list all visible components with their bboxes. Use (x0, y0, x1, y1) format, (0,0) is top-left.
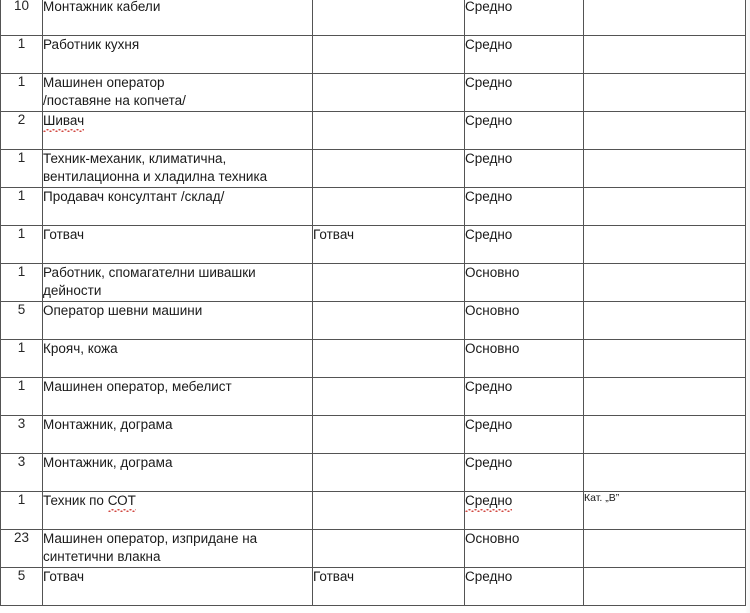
education-level: Средно (465, 379, 513, 394)
table-row (1, 454, 746, 492)
cell-occupation (313, 530, 465, 568)
table-row (1, 302, 746, 340)
education-level: Средно (465, 189, 513, 204)
position-line: Готвач (43, 569, 85, 584)
vacancy-count: 1 (17, 226, 26, 241)
cell-education (465, 74, 584, 112)
table-row (1, 0, 746, 36)
cell-position (43, 416, 313, 454)
cell-count (1, 36, 43, 74)
position-line: Монтажник, дограма (43, 455, 173, 470)
vacancy-count: 1 (17, 36, 26, 51)
position-line: синтетични влакна (43, 548, 161, 564)
position-line: Машинен оператор (43, 75, 165, 90)
cell-position (43, 0, 313, 36)
cell-occupation (313, 150, 465, 188)
cell-notes (584, 568, 746, 606)
table-row (1, 36, 746, 74)
position-line: дейности (43, 282, 102, 298)
cell-notes (584, 302, 746, 340)
cell-position (43, 530, 313, 568)
education-level: Средно (465, 455, 513, 470)
notes-value: Кат. „В” (584, 492, 620, 504)
education-level: Основно (465, 531, 520, 546)
spellcheck-underline: Шивач (43, 112, 84, 131)
cell-notes (584, 74, 746, 112)
cell-position (43, 492, 313, 530)
cell-count (1, 264, 43, 302)
vacancy-count: 5 (17, 568, 26, 583)
cell-notes (584, 150, 746, 188)
vacancy-count: 1 (17, 150, 26, 165)
cell-position (43, 378, 313, 416)
cell-count (1, 150, 43, 188)
cell-notes (584, 530, 746, 568)
cell-education (465, 0, 584, 36)
table-row (1, 568, 746, 606)
education-level: Средно (465, 113, 513, 128)
cell-education (465, 302, 584, 340)
education-level: Средно (465, 75, 513, 90)
cell-education (465, 454, 584, 492)
position-line: Машинен оператор, изпридане на (43, 531, 258, 546)
cell-count (1, 568, 43, 606)
cell-count (1, 416, 43, 454)
vacancy-count: 1 (17, 378, 26, 393)
cell-occupation (313, 188, 465, 226)
cell-count (1, 74, 43, 112)
cell-education (465, 264, 584, 302)
cell-count (1, 530, 43, 568)
table-row (1, 264, 746, 302)
position-line: Продавач консултант /склад/ (43, 189, 225, 204)
vacancy-count: 2 (17, 112, 26, 127)
cell-position (43, 568, 313, 606)
cell-notes (584, 226, 746, 264)
cell-occupation (313, 264, 465, 302)
cell-occupation (313, 416, 465, 454)
position-line: вентилационна и хладилна техника (43, 168, 268, 184)
vacancy-count: 10 (13, 0, 30, 13)
position-line: Работник кухня (43, 37, 140, 52)
cell-occupation (313, 454, 465, 492)
cell-notes (584, 454, 746, 492)
cell-position (43, 264, 313, 302)
table-row (1, 112, 746, 150)
table-row (1, 378, 746, 416)
cell-occupation (313, 0, 465, 36)
cell-position (43, 454, 313, 492)
cell-education (465, 150, 584, 188)
cell-count (1, 0, 43, 36)
education-level: Средно (465, 0, 513, 14)
cell-count (1, 492, 43, 530)
cell-notes (584, 378, 746, 416)
position-line: Техник-механик, климатична, (43, 151, 227, 166)
vacancy-count: 1 (17, 492, 26, 507)
cell-count (1, 226, 43, 264)
cell-education (465, 492, 584, 530)
cell-education (465, 188, 584, 226)
table-body (1, 0, 746, 606)
occupation-value: Готвач (313, 569, 355, 584)
cell-occupation (313, 492, 465, 530)
education-level: Основно (465, 303, 520, 318)
cell-notes (584, 492, 746, 530)
cell-occupation (313, 112, 465, 150)
cell-count (1, 378, 43, 416)
cell-occupation (313, 568, 465, 606)
table-row (1, 340, 746, 378)
vacancy-count: 3 (17, 416, 26, 431)
position-line: Машинен оператор, мебелист (43, 379, 232, 394)
cell-position (43, 302, 313, 340)
vacancy-count: 1 (17, 340, 26, 355)
position-line (43, 112, 312, 131)
table-row (1, 492, 746, 530)
cell-count (1, 302, 43, 340)
cell-education (465, 530, 584, 568)
cell-position (43, 340, 313, 378)
table-row (1, 74, 746, 112)
table-row (1, 188, 746, 226)
position-line: Монтажник, дограма (43, 417, 173, 432)
table-row (1, 530, 746, 568)
vacancy-count: 1 (17, 264, 26, 279)
cell-education (465, 340, 584, 378)
cell-notes (584, 416, 746, 454)
cell-occupation (313, 74, 465, 112)
education-level-spellcheck: Средно (465, 492, 512, 511)
cell-occupation (313, 378, 465, 416)
table-row (1, 150, 746, 188)
cell-position (43, 36, 313, 74)
education-level: Основно (465, 341, 520, 356)
cell-education (465, 112, 584, 150)
cell-count (1, 454, 43, 492)
table-row (1, 416, 746, 454)
occupation-value: Готвач (313, 227, 355, 242)
education-level: Средно (465, 151, 513, 166)
cell-notes (584, 36, 746, 74)
vacancy-count: 3 (17, 454, 26, 469)
cell-notes (584, 340, 746, 378)
cell-occupation (313, 340, 465, 378)
position-line: /поставяне на копчета/ (43, 92, 186, 108)
education-level: Средно (465, 37, 513, 52)
cell-education (465, 226, 584, 264)
cell-education (465, 416, 584, 454)
vacancy-count: 1 (17, 74, 26, 89)
cell-occupation (313, 36, 465, 74)
cell-education (465, 36, 584, 74)
education-level: Средно (465, 569, 513, 584)
cell-occupation (313, 302, 465, 340)
education-level: Средно (465, 417, 513, 432)
cell-notes (584, 188, 746, 226)
cell-count (1, 188, 43, 226)
education-level: Основно (465, 265, 520, 280)
cell-notes (584, 0, 746, 36)
position-line: Готвач (43, 227, 85, 242)
cell-position (43, 150, 313, 188)
position-line: Работник, спомагателни шивашки (43, 265, 256, 280)
cell-position (43, 188, 313, 226)
cell-count (1, 340, 43, 378)
spellcheck-underline: СОТ (108, 492, 136, 511)
position-line: Техник по СОТ (43, 492, 312, 511)
table-row (1, 226, 746, 264)
vacancy-count: 1 (17, 188, 26, 203)
position-line: Монтажник кабели (43, 0, 161, 14)
cell-notes (584, 112, 746, 150)
cell-position (43, 112, 313, 150)
cell-count (1, 112, 43, 150)
position-line: Крояч, кожа (43, 341, 118, 356)
cell-notes (584, 264, 746, 302)
education-level: Средно (465, 227, 513, 242)
cell-position (43, 226, 313, 264)
cell-position (43, 74, 313, 112)
cell-education (465, 568, 584, 606)
position-line: Оператор шевни машини (43, 303, 203, 318)
cell-education (465, 378, 584, 416)
cell-occupation (313, 226, 465, 264)
vacancy-count: 5 (17, 302, 26, 317)
vacancy-count: 23 (13, 530, 30, 545)
